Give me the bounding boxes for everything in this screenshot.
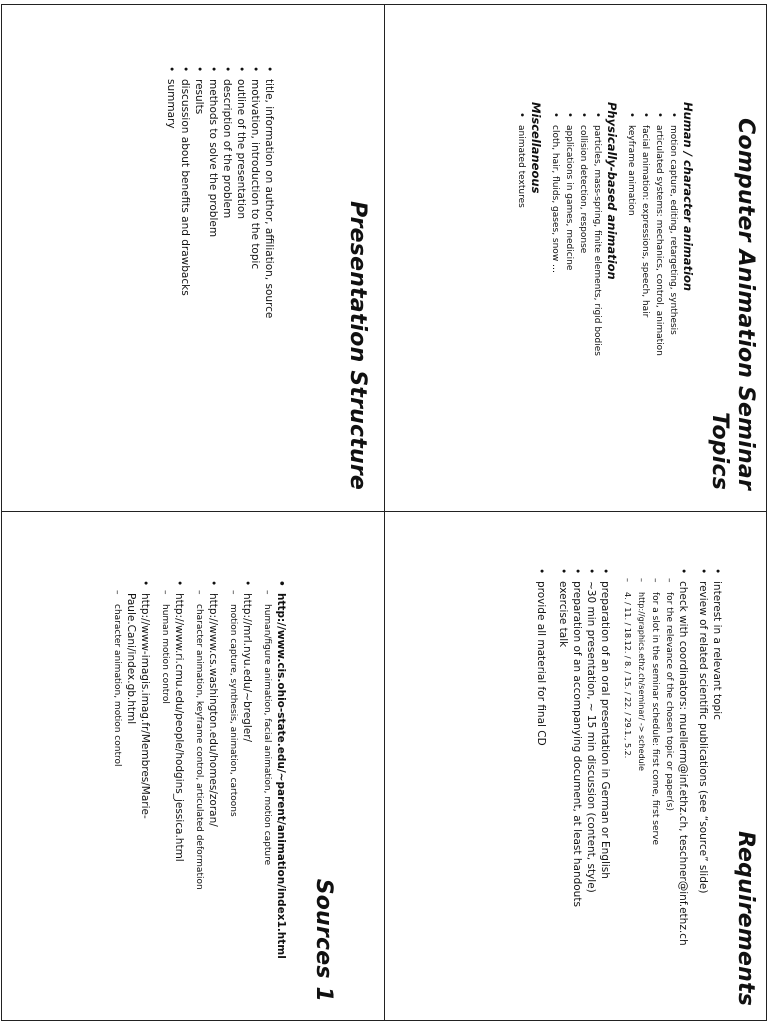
list-item: • provide all material for final CD (534, 568, 548, 1018)
list-item: • motivation, introduction to the topic (248, 66, 262, 496)
sub-item: – for the relevance of the chosen topic or paper(s) (662, 578, 676, 1018)
section-heading: Miscellaneous (529, 102, 543, 194)
list-item: • outline of the presentation (234, 66, 248, 496)
list-item: • methods to solve the problem (206, 66, 220, 496)
slide-sources (0, 512, 384, 1024)
source-link[interactable]: • http://mrl.nyu.edu/~bregler/ (240, 580, 254, 1010)
slide-requirements (384, 512, 768, 1024)
list-item: • title, information on author, affiliation, source (262, 66, 276, 496)
list-item: • keyframe animation (624, 112, 638, 502)
requirements-list (534, 568, 724, 1018)
list-item: • interest in a relevant topic (710, 568, 724, 1018)
topics-body (514, 102, 700, 502)
list-item: • preparation of an oral presentation in German or English (598, 568, 612, 1018)
list-item: • summary (164, 66, 178, 496)
title-line-2: Topics (707, 412, 732, 490)
slide-title: Presentation Structure (345, 200, 370, 490)
sub-item: – http://graphics.ethz.ch/seminar/ -> schedule (634, 578, 648, 1018)
sub-item: – human/figure animation, facial animation, motion capture (260, 590, 274, 1010)
list-item: • facial animation: expressions, speech, hair (638, 112, 652, 502)
source-link[interactable]: • http://www-imagis.imag.fr/Membres/Marie-Paule.Cani/index.gb.html (124, 580, 152, 823)
section-heading: Physically-based animation (605, 102, 619, 280)
sub-item: – human motion control (158, 590, 172, 1010)
sub-item: – 4. / 11. / 18.12. / 8. / 15. / 22. / 29.1., 5.2. (620, 578, 634, 1018)
list-item: • description of the problem (220, 66, 234, 496)
source-link[interactable]: • http://www.cis.ohio-state.edu/~parent/animation/index1.html (274, 580, 288, 1010)
list-item: • cloth, hair, fluids, gases, snow … (548, 112, 562, 502)
list-item: • animated textures (514, 112, 528, 502)
list-item: • collision detection, response (576, 112, 590, 502)
sub-item: – character animation, motion control (110, 590, 124, 1010)
list-item: • results (192, 66, 206, 496)
list-item: • articulated systems: mechanics, control, animation (652, 112, 666, 502)
list-item: • ~30 min presentation, ~ 15 min discussion (content, style) (584, 568, 598, 1018)
list-item: • exercise talk (556, 568, 570, 1018)
slide-title: Sources 1 (311, 878, 336, 1002)
list-item: • check with coordinators: muellerm@inf.ethz.ch, teschner@inf.ethz.ch (676, 568, 690, 1018)
sources-list (110, 580, 288, 1010)
source-link[interactable]: • http://www.ri.cmu.edu/people/hodgins_jessica.html (172, 580, 186, 1010)
slide-title (706, 118, 758, 490)
list-item: • preparation of an accompanying document, at least handouts (570, 568, 584, 1018)
sub-item: – character animation, keyframe control, articulated deformation (192, 590, 206, 1010)
list-item: • discussion about benefits and drawbacks (178, 66, 192, 496)
sub-item: – for a slot in the seminar schedule: first come, first serve (648, 578, 662, 1018)
list-item: • motion capture, editing, retargeting, synthesis (666, 112, 680, 502)
title-line-1: Computer Animation Seminar (733, 118, 758, 490)
list-item: • review of related scientific publications (see “source” slide) (696, 568, 710, 1018)
slide-title: Requirements (733, 830, 758, 1006)
structure-list (164, 66, 276, 496)
slide-topics (384, 0, 768, 512)
slide-structure (0, 0, 384, 512)
section-heading: Human / character animation (681, 102, 695, 292)
list-item: • applications in games, medicine (562, 112, 576, 502)
list-item: • particles, mass-spring, finite elements, rigid bodies (590, 112, 604, 502)
source-link[interactable]: • http://www.cs.washington.edu/homes/zoran/ (206, 580, 220, 1010)
sub-item: – motion capture, synthesis, animation, cartoons (226, 590, 240, 1010)
